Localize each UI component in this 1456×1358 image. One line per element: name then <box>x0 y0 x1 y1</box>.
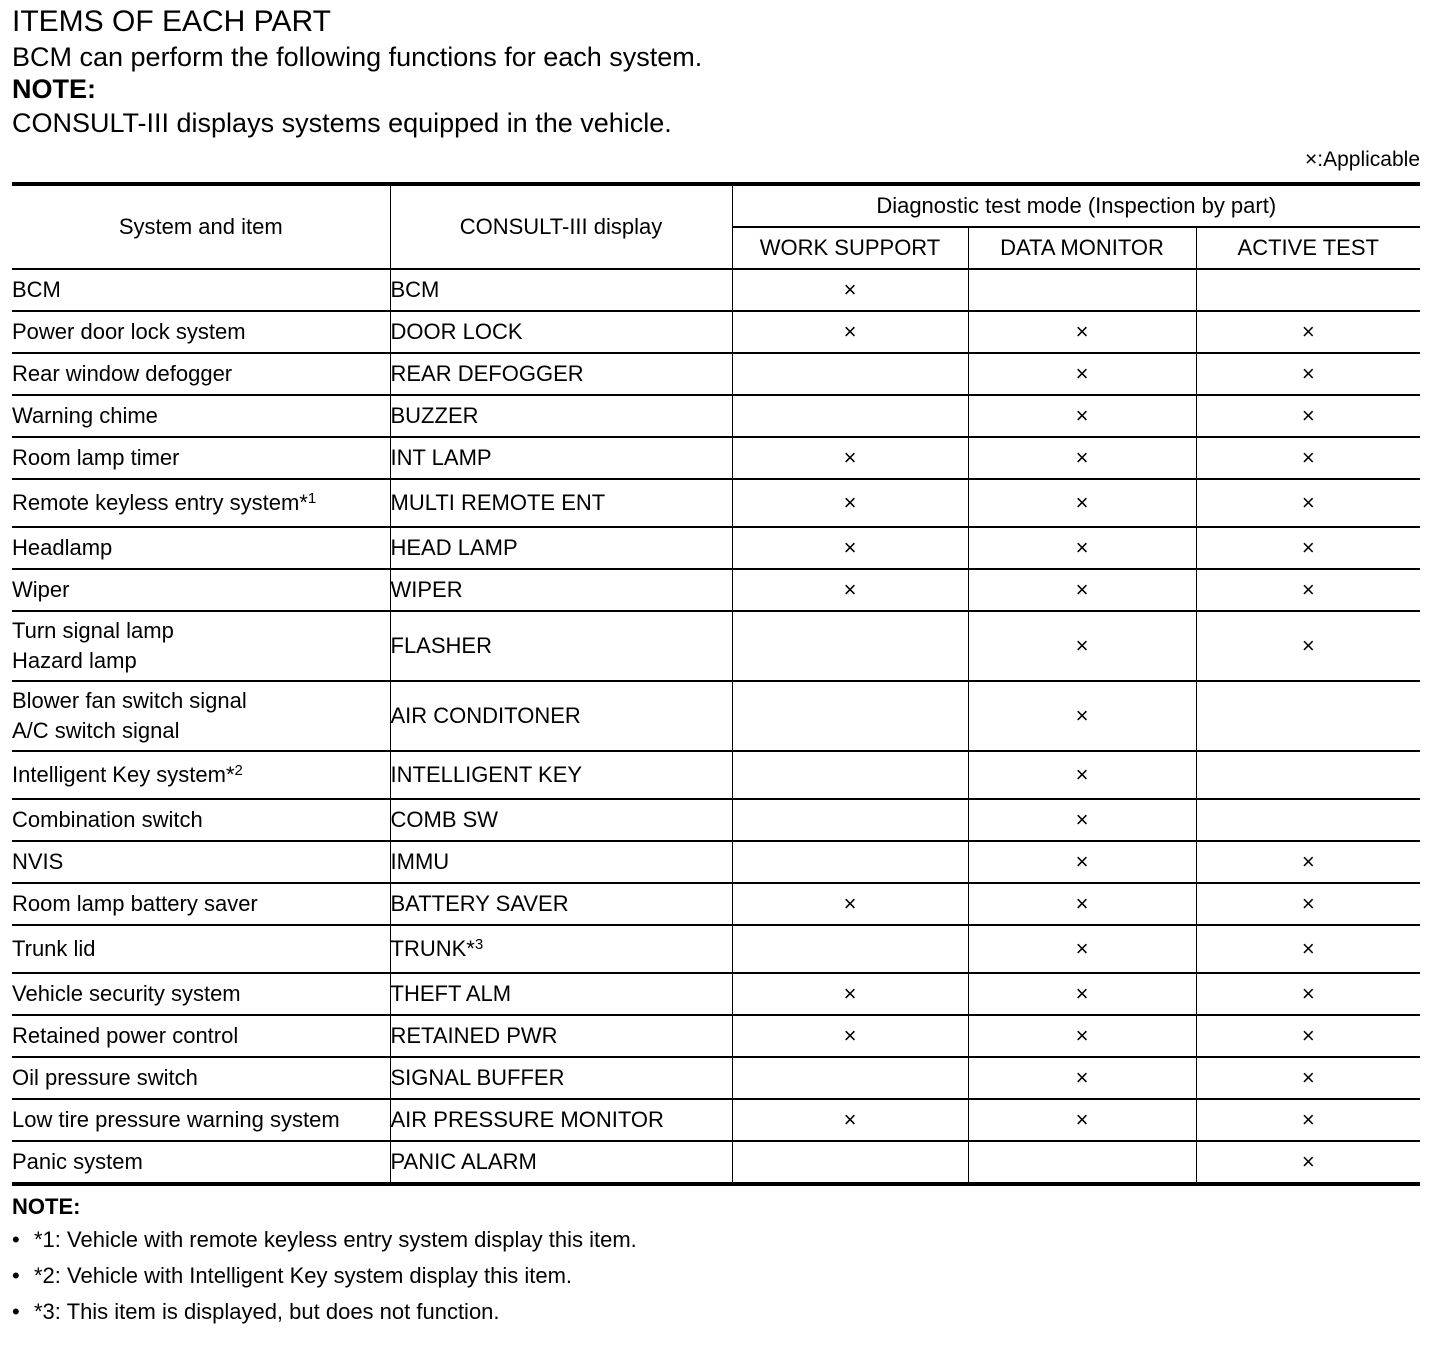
table-row <box>12 527 1420 569</box>
system-item-text <box>12 847 390 877</box>
cell-active-test <box>1196 751 1420 799</box>
cell-active-test <box>1196 1057 1420 1099</box>
system-item-text <box>12 443 390 473</box>
cell-work-support <box>732 799 968 841</box>
cell-system-item <box>12 841 390 883</box>
legend-applicable: ×:Applicable <box>1305 148 1420 171</box>
system-item-text <box>12 760 390 790</box>
table-row <box>12 925 1420 973</box>
cell-system-item <box>12 1015 390 1057</box>
table-row <box>12 269 1420 311</box>
consult-display-label: WIPER <box>390 577 463 602</box>
system-item-label: Retained power control <box>12 1023 239 1048</box>
cell-active-test <box>1196 527 1420 569</box>
cell-work-support <box>732 925 968 973</box>
system-item-label: Low tire pressure warning system <box>12 1107 340 1132</box>
cell-work-support <box>732 1015 968 1057</box>
cell-data-monitor <box>968 973 1196 1015</box>
cell-consult-display <box>390 269 732 311</box>
system-item-label: Oil pressure switch <box>12 1065 198 1090</box>
applicable-mark-icon: × <box>1301 403 1315 428</box>
cell-work-support <box>732 479 968 527</box>
applicable-mark-icon: × <box>843 445 857 470</box>
cell-data-monitor <box>968 883 1196 925</box>
applicable-mark-icon: × <box>1075 361 1089 386</box>
system-item-text <box>12 401 390 431</box>
cell-consult-display <box>390 437 732 479</box>
applicable-mark-icon: × <box>1075 936 1089 961</box>
table-row <box>12 437 1420 479</box>
consult-display-label: AIR PRESSURE MONITOR <box>390 1107 664 1132</box>
table-body <box>12 269 1420 1184</box>
cell-data-monitor <box>968 681 1196 751</box>
cell-consult-display <box>390 395 732 437</box>
cell-consult-display <box>390 973 732 1015</box>
applicable-mark-icon: × <box>1301 319 1315 344</box>
header-active-test: ACTIVE TEST <box>1196 227 1420 269</box>
cell-active-test <box>1196 395 1420 437</box>
system-item-label: Rear window defogger <box>12 361 233 386</box>
applicable-mark-icon: × <box>843 891 857 916</box>
applicable-mark-icon: × <box>1301 633 1315 658</box>
system-item-text <box>12 934 390 964</box>
cell-active-test <box>1196 925 1420 973</box>
cell-work-support <box>732 311 968 353</box>
system-item-label: Panic system <box>12 1149 143 1174</box>
bullet-icon: • <box>12 1227 20 1252</box>
system-item-label: Room lamp timer <box>12 445 180 470</box>
consult-display-label: RETAINED PWR <box>390 1023 558 1048</box>
system-item-text <box>12 275 390 305</box>
table-row <box>12 799 1420 841</box>
footnote-item <box>12 1258 1420 1294</box>
cell-system-item <box>12 311 390 353</box>
system-item-text <box>12 1105 390 1135</box>
system-item-text <box>12 1021 390 1051</box>
system-item-text <box>12 1063 390 1093</box>
consult-display-label: IMMU <box>390 849 450 874</box>
system-item-label: A/C switch signal <box>12 718 180 743</box>
consult-display-label: COMB SW <box>390 807 499 832</box>
cell-work-support <box>732 353 968 395</box>
footnote-item <box>12 1294 1420 1330</box>
cell-work-support <box>732 395 968 437</box>
footnote-ref: 2 <box>234 762 243 779</box>
note-text: CONSULT-III displays systems equipped in the vehicle. <box>12 108 672 138</box>
applicable-mark-icon: × <box>1075 849 1089 874</box>
system-item-text <box>12 1147 390 1177</box>
system-item-text <box>12 979 390 1009</box>
consult-display-label: AIR CONDITONER <box>390 703 581 728</box>
consult-display-label: PANIC ALARM <box>390 1149 537 1174</box>
applicable-mark-icon: × <box>1301 577 1315 602</box>
applicable-mark-icon: × <box>1075 1023 1089 1048</box>
table-header-row <box>12 184 1420 227</box>
cell-data-monitor <box>968 799 1196 841</box>
system-item-label: Warning chime <box>12 403 158 428</box>
cell-system-item <box>12 925 390 973</box>
consult-display-label: REAR DEFOGGER <box>390 361 584 386</box>
footnote-ref: 1 <box>307 490 317 507</box>
cell-data-monitor <box>968 1057 1196 1099</box>
applicable-mark-icon: × <box>1301 1149 1315 1174</box>
table-row <box>12 841 1420 883</box>
footnotes-label: NOTE: <box>12 1194 81 1219</box>
applicable-mark-icon: × <box>1075 981 1089 1006</box>
applicable-mark-icon: × <box>1075 633 1089 658</box>
cell-consult-display <box>390 611 732 681</box>
cell-consult-display <box>390 925 732 973</box>
table-row <box>12 1057 1420 1099</box>
system-item-text <box>12 889 390 919</box>
cell-consult-display <box>390 479 732 527</box>
cell-work-support <box>732 1057 968 1099</box>
cell-consult-display <box>390 799 732 841</box>
table-row <box>12 1141 1420 1184</box>
applicable-mark-icon: × <box>1301 936 1315 961</box>
applicable-mark-icon: × <box>843 981 857 1006</box>
cell-system-item <box>12 751 390 799</box>
system-item-text <box>12 575 390 605</box>
system-item-label: Headlamp <box>12 535 113 560</box>
footnote-text: *2: Vehicle with Intelligent Key system display this item. <box>34 1263 573 1288</box>
cell-data-monitor <box>968 841 1196 883</box>
cell-system-item <box>12 527 390 569</box>
cell-system-item <box>12 799 390 841</box>
cell-data-monitor <box>968 611 1196 681</box>
system-item-label: Wiper <box>12 577 70 602</box>
consult-display-label: MULTI REMOTE ENT <box>390 490 606 515</box>
applicable-mark-icon: × <box>1301 849 1315 874</box>
cell-data-monitor <box>968 751 1196 799</box>
cell-work-support <box>732 569 968 611</box>
cell-consult-display <box>390 1057 732 1099</box>
table-row <box>12 681 1420 751</box>
cell-active-test <box>1196 311 1420 353</box>
cell-consult-display <box>390 1099 732 1141</box>
consult-display-label: INTELLIGENT KEY <box>390 762 583 787</box>
header-data-monitor: DATA MONITOR <box>968 227 1196 269</box>
table-row <box>12 311 1420 353</box>
table-row <box>12 973 1420 1015</box>
applicable-mark-icon: × <box>1301 490 1315 515</box>
cell-data-monitor <box>968 353 1196 395</box>
system-item-label: Trunk lid <box>12 936 96 961</box>
cell-work-support <box>732 611 968 681</box>
cell-system-item <box>12 353 390 395</box>
cell-system-item <box>12 1057 390 1099</box>
cell-data-monitor <box>968 479 1196 527</box>
cell-active-test <box>1196 353 1420 395</box>
applicable-mark-icon: × <box>843 319 857 344</box>
system-item-text <box>12 359 390 389</box>
applicable-mark-icon: × <box>1301 891 1315 916</box>
applicable-mark-icon: × <box>1301 1107 1315 1132</box>
cell-work-support <box>732 841 968 883</box>
system-item-text <box>12 533 390 563</box>
system-item-text <box>12 805 390 835</box>
cell-system-item <box>12 269 390 311</box>
cell-active-test <box>1196 437 1420 479</box>
cell-work-support <box>732 751 968 799</box>
system-item-text <box>12 317 390 347</box>
table-row <box>12 1099 1420 1141</box>
system-item-label: Intelligent Key system* <box>12 762 235 787</box>
bullet-icon: • <box>12 1263 20 1288</box>
applicable-mark-icon: × <box>1075 445 1089 470</box>
consult-display-label: BATTERY SAVER <box>390 891 569 916</box>
cell-system-item <box>12 479 390 527</box>
system-item-label: Power door lock system <box>12 319 246 344</box>
system-item-text <box>12 686 390 716</box>
cell-consult-display <box>390 527 732 569</box>
cell-work-support <box>732 1141 968 1184</box>
applicable-mark-icon: × <box>1301 1023 1315 1048</box>
cell-work-support <box>732 1099 968 1141</box>
cell-system-item <box>12 973 390 1015</box>
applicable-mark-icon: × <box>843 490 857 515</box>
cell-consult-display <box>390 1141 732 1184</box>
consult-display-label: SIGNAL BUFFER <box>390 1065 565 1090</box>
applicable-mark-icon: × <box>1301 361 1315 386</box>
applicable-mark-icon: × <box>1075 535 1089 560</box>
cell-consult-display <box>390 751 732 799</box>
consult-display-label: BUZZER <box>390 403 479 428</box>
note-label: NOTE: <box>12 74 96 104</box>
table-row <box>12 883 1420 925</box>
cell-active-test <box>1196 1099 1420 1141</box>
footnote-item <box>12 1222 1420 1258</box>
applicable-mark-icon: × <box>1075 703 1089 728</box>
system-item-text <box>12 488 390 518</box>
cell-data-monitor <box>968 395 1196 437</box>
header-work-support: WORK SUPPORT <box>732 227 968 269</box>
applicable-mark-icon: × <box>843 1107 857 1132</box>
consult-display-label: BCM <box>390 277 440 302</box>
cell-active-test <box>1196 569 1420 611</box>
cell-consult-display <box>390 353 732 395</box>
cell-active-test <box>1196 799 1420 841</box>
cell-data-monitor <box>968 437 1196 479</box>
cell-data-monitor <box>968 569 1196 611</box>
footnotes <box>12 1192 1420 1330</box>
cell-data-monitor <box>968 1015 1196 1057</box>
table-row <box>12 353 1420 395</box>
table-row <box>12 611 1420 681</box>
footnote-text: *3: This item is displayed, but does not function. <box>34 1299 500 1324</box>
system-item-label: Remote keyless entry system* <box>12 490 308 515</box>
system-item-label: Blower fan switch signal <box>12 688 247 713</box>
footnote-text: *1: Vehicle with remote keyless entry system display this item. <box>34 1227 637 1252</box>
cell-work-support <box>732 437 968 479</box>
table-row <box>12 751 1420 799</box>
header-consult-display: CONSULT-III display <box>390 184 732 269</box>
cell-system-item <box>12 681 390 751</box>
consult-display-label: FLASHER <box>390 633 492 658</box>
cell-work-support <box>732 527 968 569</box>
bcm-functions-table <box>12 182 1420 1186</box>
applicable-mark-icon: × <box>1301 445 1315 470</box>
system-item-text <box>12 646 390 676</box>
table-row <box>12 1015 1420 1057</box>
consult-display-label: TRUNK* <box>390 936 475 961</box>
cell-work-support <box>732 883 968 925</box>
system-item-label: Hazard lamp <box>12 648 137 673</box>
system-item-text <box>12 616 390 646</box>
bullet-icon: • <box>12 1299 20 1324</box>
system-item-label: Vehicle security system <box>12 981 241 1006</box>
document-page <box>12 0 1420 1330</box>
cell-active-test <box>1196 479 1420 527</box>
cell-data-monitor <box>968 311 1196 353</box>
consult-display-label: DOOR LOCK <box>390 319 523 344</box>
consult-display-label: THEFT ALM <box>390 981 512 1006</box>
applicable-mark-icon: × <box>843 535 857 560</box>
system-item-label: Room lamp battery saver <box>12 891 258 916</box>
applicable-mark-icon: × <box>1075 577 1089 602</box>
cell-active-test <box>1196 841 1420 883</box>
cell-active-test <box>1196 1141 1420 1184</box>
cell-active-test <box>1196 611 1420 681</box>
cell-active-test <box>1196 269 1420 311</box>
cell-consult-display <box>390 1015 732 1057</box>
system-item-text <box>12 716 390 746</box>
cell-system-item <box>12 611 390 681</box>
cell-consult-display <box>390 311 732 353</box>
cell-system-item <box>12 569 390 611</box>
cell-system-item <box>12 395 390 437</box>
consult-display-label: HEAD LAMP <box>390 535 518 560</box>
cell-work-support <box>732 973 968 1015</box>
cell-consult-display <box>390 681 732 751</box>
cell-data-monitor <box>968 269 1196 311</box>
applicable-mark-icon: × <box>1075 319 1089 344</box>
cell-data-monitor <box>968 527 1196 569</box>
system-item-label: BCM <box>12 277 61 302</box>
section-title: ITEMS OF EACH PART <box>12 5 331 38</box>
cell-work-support <box>732 269 968 311</box>
cell-active-test <box>1196 1015 1420 1057</box>
footnote-ref: 3 <box>474 936 484 953</box>
applicable-mark-icon: × <box>1075 891 1089 916</box>
system-item-label: Turn signal lamp <box>12 618 174 643</box>
applicable-mark-icon: × <box>1075 490 1089 515</box>
system-item-label: Combination switch <box>12 807 203 832</box>
cell-data-monitor <box>968 1141 1196 1184</box>
applicable-mark-icon: × <box>843 577 857 602</box>
applicable-mark-icon: × <box>1075 1065 1089 1090</box>
cell-consult-display <box>390 841 732 883</box>
header-diagnostic-test-mode: Diagnostic test mode (Inspection by part) <box>732 184 1420 227</box>
applicable-mark-icon: × <box>1075 807 1089 832</box>
cell-system-item <box>12 1099 390 1141</box>
consult-display-label: INT LAMP <box>390 445 492 470</box>
intro-text: BCM can perform the following functions for each system. <box>12 42 703 72</box>
cell-system-item <box>12 437 390 479</box>
system-item-label: NVIS <box>12 849 64 874</box>
table-row <box>12 395 1420 437</box>
cell-system-item <box>12 1141 390 1184</box>
header-system-and-item: System and item <box>12 184 390 269</box>
applicable-mark-icon: × <box>1301 535 1315 560</box>
applicable-mark-icon: × <box>1301 1065 1315 1090</box>
applicable-mark-icon: × <box>1075 403 1089 428</box>
applicable-mark-icon: × <box>1301 981 1315 1006</box>
cell-consult-display <box>390 883 732 925</box>
cell-active-test <box>1196 883 1420 925</box>
applicable-mark-icon: × <box>1075 1107 1089 1132</box>
table-row <box>12 479 1420 527</box>
applicable-mark-icon: × <box>1075 762 1089 787</box>
cell-data-monitor <box>968 1099 1196 1141</box>
table-row <box>12 569 1420 611</box>
applicable-mark-icon: × <box>843 277 857 302</box>
cell-consult-display <box>390 569 732 611</box>
cell-data-monitor <box>968 925 1196 973</box>
cell-active-test <box>1196 973 1420 1015</box>
applicable-mark-icon: × <box>843 1023 857 1048</box>
cell-active-test <box>1196 681 1420 751</box>
cell-work-support <box>732 681 968 751</box>
cell-system-item <box>12 883 390 925</box>
